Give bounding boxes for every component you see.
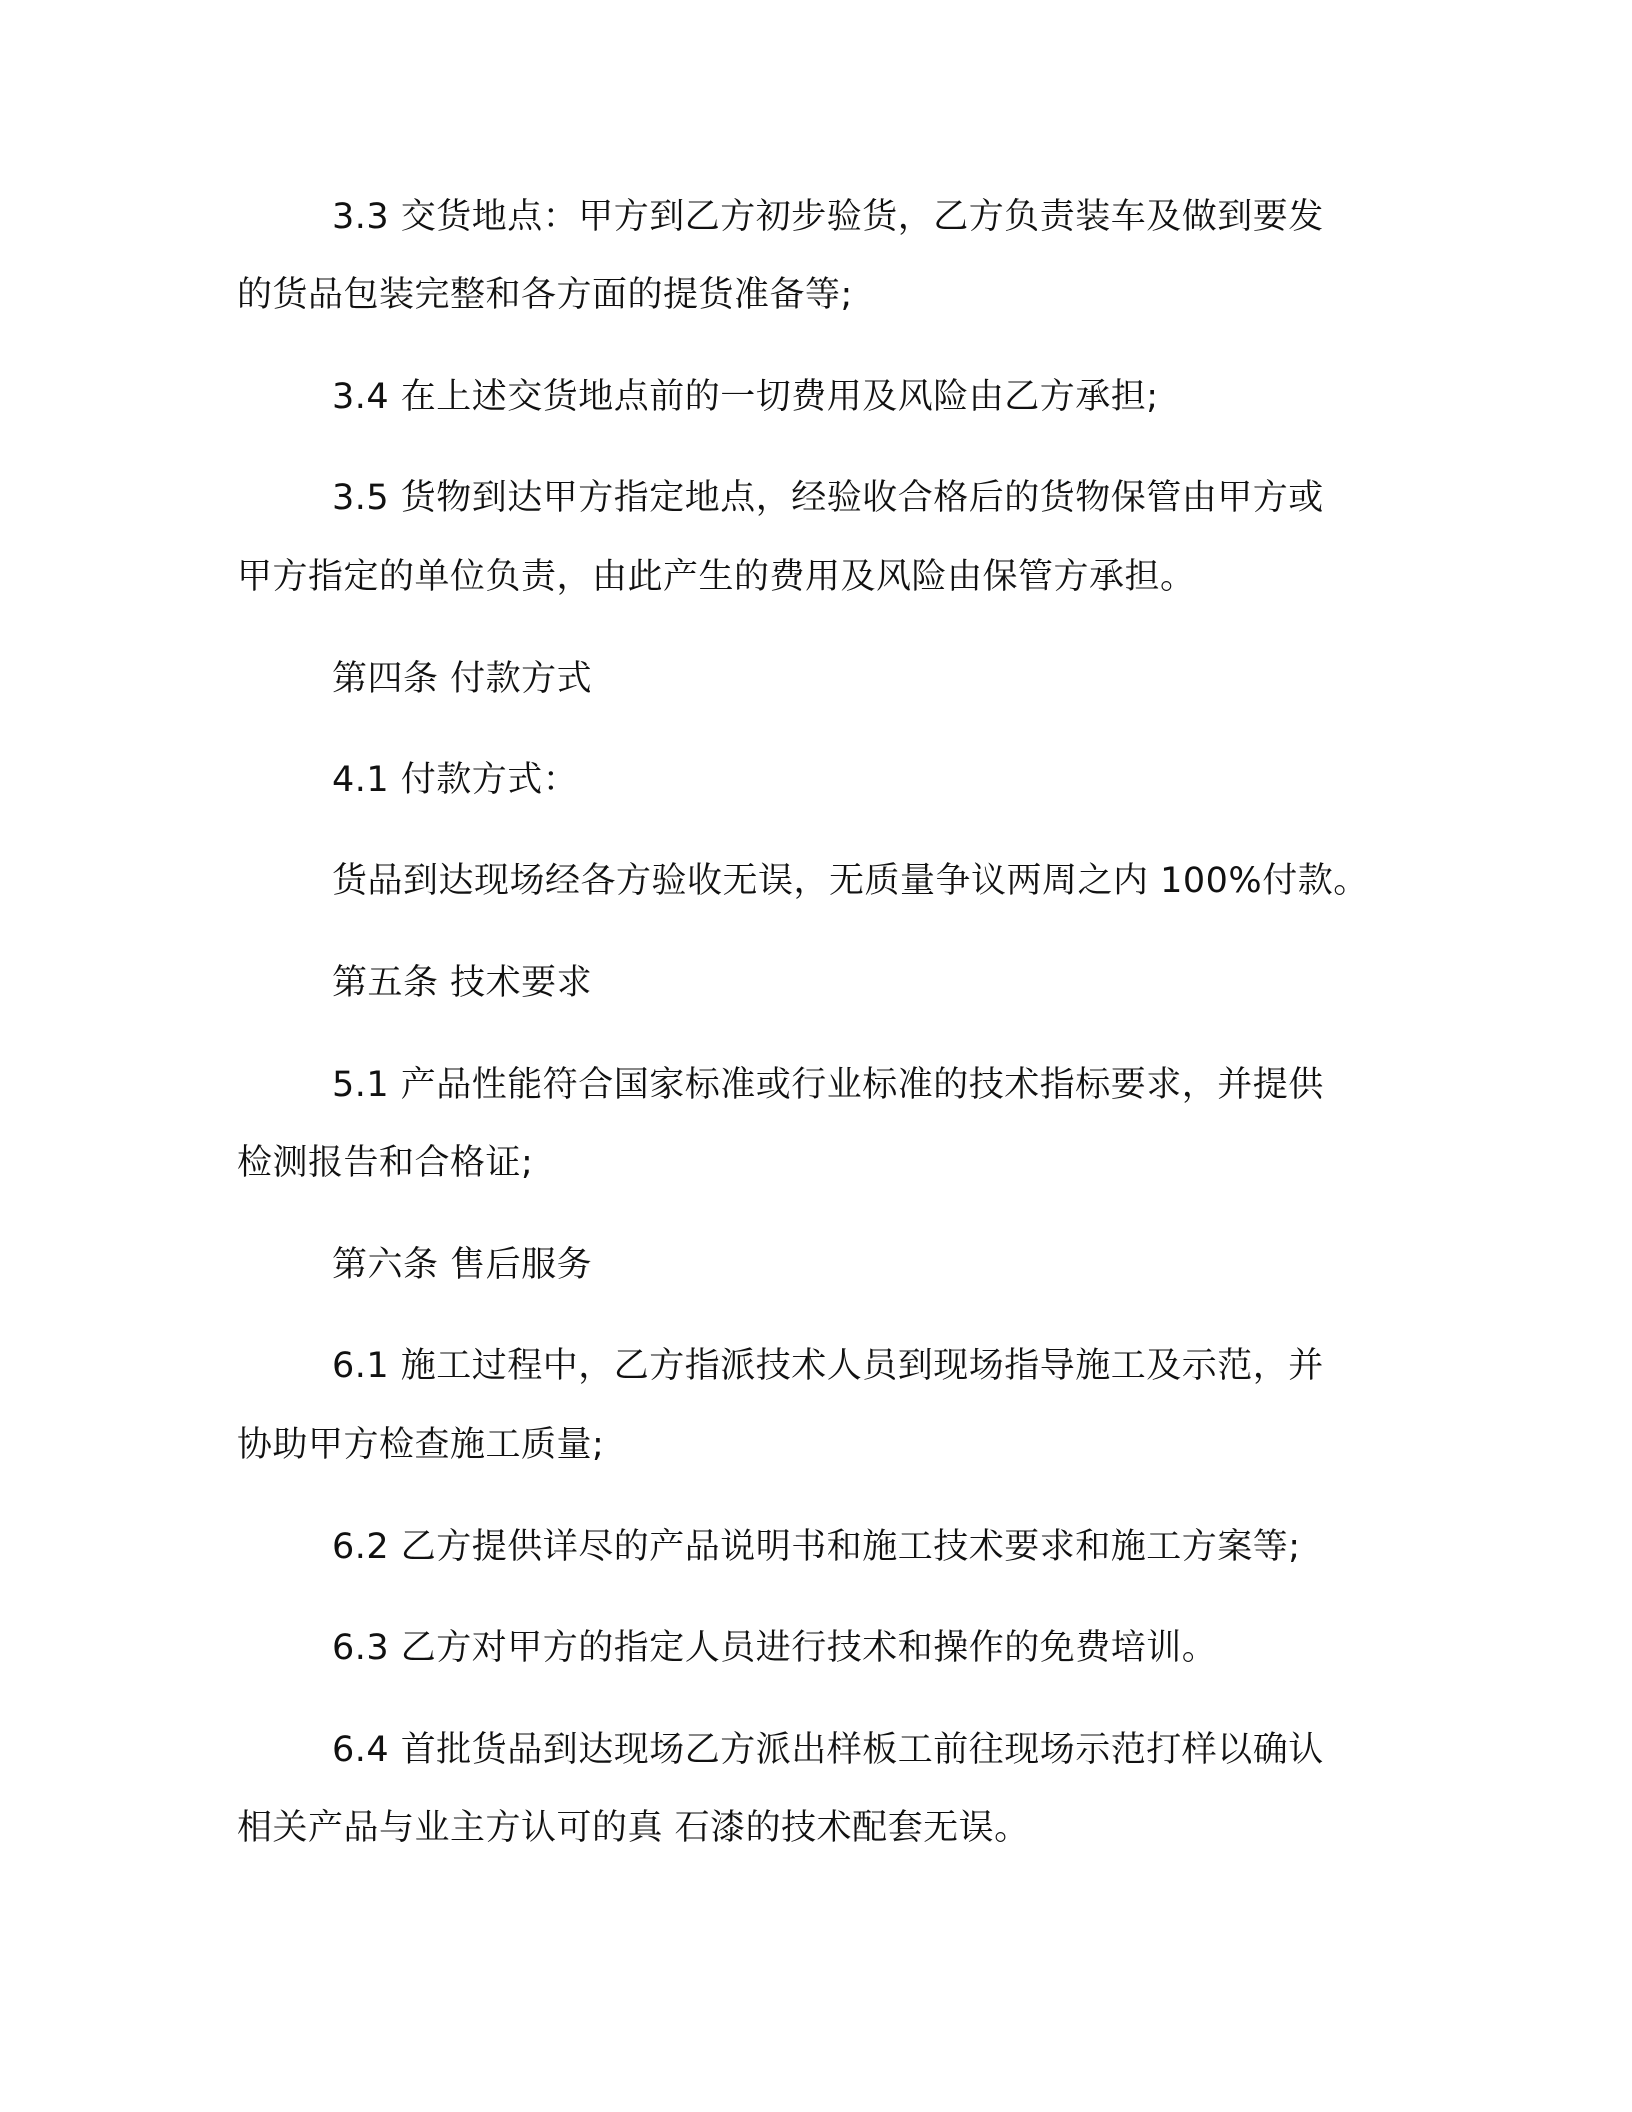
clause-6-1-line-1: 6.1 施工过程中，乙方指派技术人员到现场指导施工及示范，并: [332, 1346, 1324, 1386]
clause-3-3-line-2: 的货品包装完整和各方面的提货准备等;: [237, 275, 853, 315]
clause-6-3-line-1: 6.3 乙方对甲方的指定人员进行技术和操作的免费培训。: [332, 1628, 1218, 1668]
clause-3-4-line-1: 3.4 在上述交货地点前的一切费用及风险由乙方承担;: [332, 377, 1159, 417]
clause-6-2-line-1: 6.2 乙方提供详尽的产品说明书和施工技术要求和施工方案等;: [332, 1527, 1301, 1567]
clause-4-1-detail: 货品到达现场经各方验收无误，无质量争议两周之内 100%付款。: [332, 861, 1369, 901]
article-6-heading: 第六条 售后服务: [332, 1245, 593, 1285]
article-5-heading: 第五条 技术要求: [332, 963, 593, 1003]
clause-6-4-line-2: 相关产品与业主方认可的真 石漆的技术配套无误。: [237, 1808, 1030, 1848]
clause-3-3-line-1: 3.3 交货地点：甲方到乙方初步验货，乙方负责装车及做到要发: [332, 197, 1324, 237]
clause-4-1-line-1: 4.1 付款方式：: [332, 760, 579, 800]
clause-6-1-line-2: 协助甲方检查施工质量;: [237, 1425, 605, 1465]
clause-3-5-line-1: 3.5 货物到达甲方指定地点，经验收合格后的货物保管由甲方或: [332, 478, 1324, 518]
clause-3-5-line-2: 甲方指定的单位负责，由此产生的费用及风险由保管方承担。: [237, 557, 1196, 597]
clause-6-4-line-1: 6.4 首批货品到达现场乙方派出样板工前往现场示范打样以确认: [332, 1730, 1324, 1770]
article-4-heading: 第四条 付款方式: [332, 659, 593, 699]
clause-5-1-line-1: 5.1 产品性能符合国家标准或行业标准的技术指标要求，并提供: [332, 1065, 1324, 1105]
clause-5-1-line-2: 检测报告和合格证;: [237, 1143, 534, 1183]
